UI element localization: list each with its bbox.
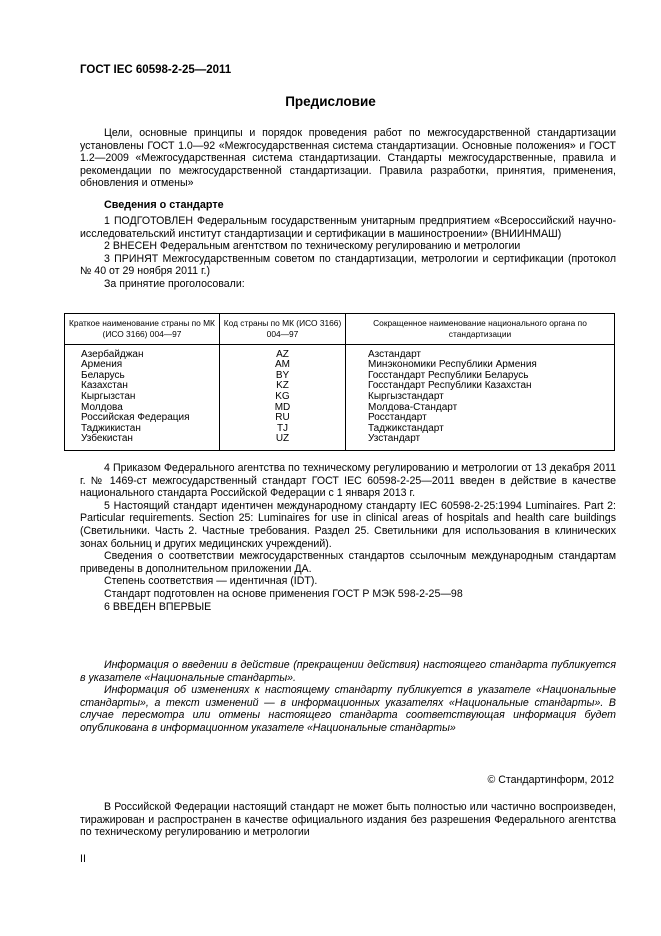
cell-body: Госстандарт Республики Казахстан [346, 381, 615, 392]
cell-body: Минэкономики Республики Армения [346, 360, 615, 371]
cell-country: Беларусь [65, 371, 220, 382]
running-header: ГОСТ IEC 60598-2-25—2011 [80, 64, 232, 76]
voting-table [64, 313, 615, 451]
notice-paragraph-1: Информация о введении в действие (прекращении действия) настоящего стандарта публикуется в указателе «Национальные стандарты». [80, 659, 616, 684]
cell-body: Росстандарт [346, 413, 615, 424]
table-row [65, 413, 615, 424]
cell-country: Казахстан [65, 381, 220, 392]
vote-caption: За принятие проголосовали: [104, 277, 245, 290]
item-4-paragraph: 4 Приказом Федерального агентства по техническому регулированию и метрологии от 13 декабря 2011 г. № 1469-ст межгосударственный стандарт ГОСТ IEC 60598-2-25—2011 введен в действие в качестве национального стандарта Российской Федерации с 1 января 2013 г. [80, 462, 616, 500]
cell-body: Таджикстандарт [346, 424, 615, 435]
cell-body: Азстандарт [346, 344, 615, 360]
page-title: Предисловие [285, 94, 376, 109]
cell-body: Молдова-Стандарт [346, 403, 615, 414]
intro-paragraph: Цели, основные принципы и порядок проведения работ по межгосударственной стандартизации установлены ГОСТ 1.0—92 «Межгосударственная система стандартизации. Основные положения» и ГОСТ 1.2—2009 «Межгосударственная система стандартизации. Стандарты межгосударственные, правила и рекомендации по межгосударственной стандартизации. Правила разработки, принятия, применения, обновления и отмены» [80, 127, 616, 190]
copyright-line: © Стандартинформ, 2012 [487, 774, 614, 786]
cell-code: AM [220, 360, 346, 371]
cell-code: KZ [220, 381, 346, 392]
info-heading: Сведения о стандарте [104, 199, 224, 211]
table-header-row [65, 314, 615, 345]
table-row [65, 424, 615, 435]
notice-paragraph-2: Информация об изменениях к настоящему стандарту публикуется в указателе «Национальные стандарты», а текст изменений — в информационных указателях «Национальные стандарты». В случае пересмотра или отмены настоящего стандарта соответствующая информация будет опубликована в информационном указателе «Национальные стандарты» [80, 684, 616, 734]
cell-code: KG [220, 392, 346, 403]
cell-code: TJ [220, 424, 346, 435]
cell-code: RU [220, 413, 346, 424]
notice-block [80, 659, 616, 735]
cell-code: BY [220, 371, 346, 382]
item-5-basis: Стандарт подготовлен на основе применения ГОСТ Р МЭК 598-2-25—98 [104, 587, 463, 600]
cell-country: Армения [65, 360, 220, 371]
item-2-paragraph: 2 ВНЕСЕН Федеральным агентством по техническому регулированию и метрологии [104, 240, 521, 253]
cell-body: Госстандарт Республики Беларусь [346, 371, 615, 382]
cell-code: MD [220, 403, 346, 414]
column-header-code: Код страны по МК (ИСО 3166) 004—97 [220, 314, 346, 345]
item-1-paragraph: 1 ПОДГОТОВЛЕН Федеральным государственным унитарным предприятием «Всероссийский научно-исследовательский институт стандартизации и сертификации в машиностроении» (ВНИИНМАШ) [80, 215, 616, 240]
column-header-country: Краткое наименование страны по МК (ИСО 3166) 004—97 [65, 314, 220, 345]
column-header-body: Сокращенное наименование национального органа по стандартизации [346, 314, 615, 345]
item-5-references: Сведения о соответствии межгосударственных стандартов ссылочным международным стандартам приведены в дополнительном приложении ДА. [80, 550, 616, 575]
cell-country: Азербайджан [65, 344, 220, 360]
reproduction-block [80, 801, 616, 839]
item-5-degree: Степень соответствия — идентичная (IDT). [104, 575, 318, 588]
item-3-paragraph: 3 ПРИНЯТ Межгосударственным советом по стандартизации, метрологии и сертификации (протокол № 40 от 29 ноября 2011 г.) [80, 252, 616, 278]
intro-block [80, 127, 616, 190]
table-row [65, 360, 615, 371]
cell-body: Кыргызстандарт [346, 392, 615, 403]
cell-country: Узбекистан [65, 434, 220, 450]
cell-country: Российская Федерация [65, 413, 220, 424]
cell-body: Узстандарт [346, 434, 615, 450]
info-items-block [80, 215, 616, 291]
item-6-paragraph: 6 ВВЕДЕН ВПЕРВЫЕ [104, 600, 212, 613]
page-number: II [80, 853, 86, 865]
reproduction-paragraph: В Российской Федерации настоящий стандарт не может быть полностью или частично воспроизведен, тиражирован и распространен в качестве официального издания без разрешения Федерального агентства по техническому регулированию и метрологии [80, 801, 616, 839]
table-row [65, 371, 615, 382]
cell-country: Молдова [65, 403, 220, 414]
table-row [65, 434, 615, 450]
post-table-block [80, 462, 616, 613]
table-row [65, 392, 615, 403]
cell-country: Таджикистан [65, 424, 220, 435]
table-row [65, 381, 615, 392]
cell-code: AZ [220, 344, 346, 360]
cell-code: UZ [220, 434, 346, 450]
item-5-paragraph: 5 Настоящий стандарт идентичен международному стандарту IEC 60598-2-25:1994 Luminaires. Part 2: Particular requirements. Section 25: Luminaires for use in clinical areas of hospitals and health care buildings (Светильники. Часть 2. Частные требования. Раздел 25. Светильники для использования в клинических зонах больниц и других медицинских учреждений). [80, 499, 616, 550]
table-row [65, 344, 615, 360]
cell-country: Кыргызстан [65, 392, 220, 403]
